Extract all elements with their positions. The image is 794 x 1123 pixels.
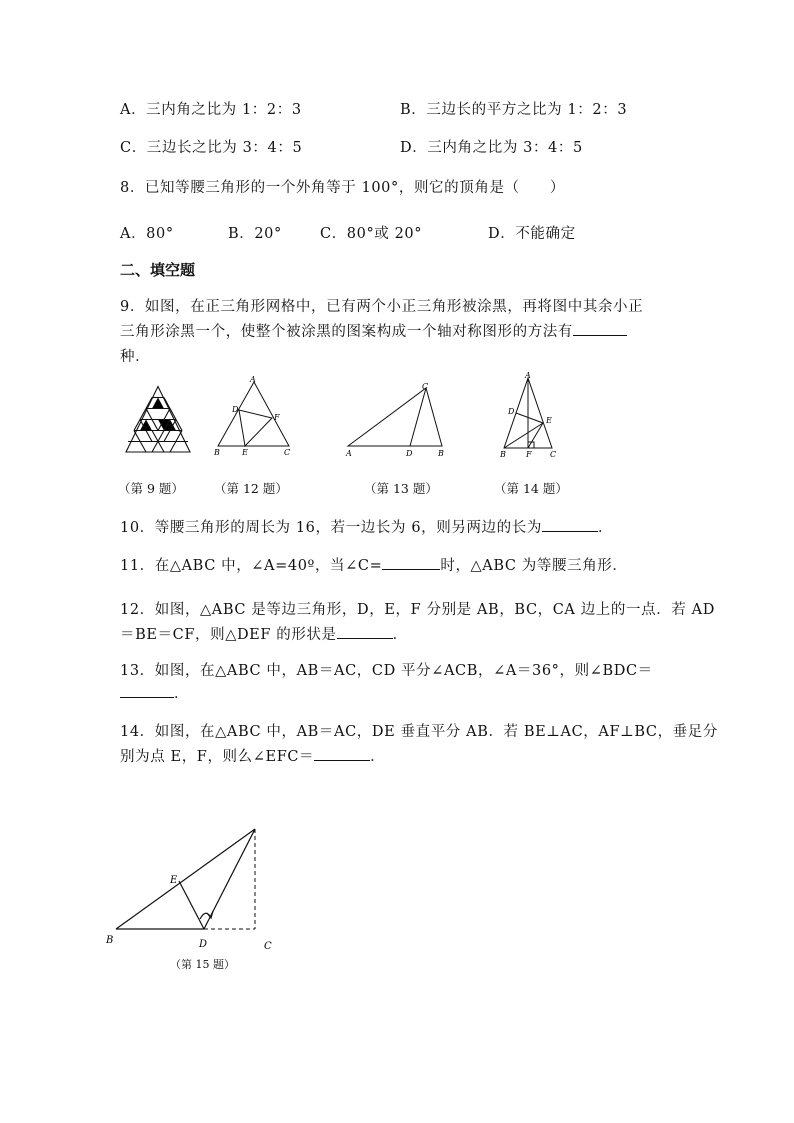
fig13-label-d: D: [406, 449, 413, 458]
section-title-fill-in: 二、填空题: [120, 261, 196, 279]
q12-line2-text: ＝BE＝CF，则△DEF 的形状是: [120, 627, 337, 643]
q10: [120, 516, 613, 537]
q8-option-d: D．不能确定: [488, 226, 576, 242]
q7-option-a: A．三内角之比为 1：2：3: [120, 102, 302, 118]
caption-fig12: （第 12 题）: [214, 481, 288, 496]
fig12-label-b: B: [214, 448, 220, 457]
caption-fig13: （第 13 题）: [364, 481, 438, 496]
q14-answer-blank[interactable]: [314, 745, 370, 761]
q11: [120, 554, 628, 575]
q14-end: ．: [370, 749, 386, 765]
q9-line2: [120, 320, 627, 341]
caption-fig9: （第 9 题）: [118, 481, 184, 496]
fig14-label-e: E: [546, 416, 552, 425]
q9-answer-blank[interactable]: [573, 320, 627, 336]
caption-fig14: （第 14 题）: [494, 481, 568, 496]
fig12-label-a: A: [250, 375, 256, 384]
q7-option-c: C．三边长之比为 3：4：5: [120, 140, 303, 156]
fig14-label-a: A: [525, 371, 531, 380]
fig9-shaded-triangle-left: [140, 420, 152, 431]
q10-text: 10．等腰三角形的周长为 16，若一边长为 6，则另两边的长为: [120, 520, 542, 536]
q7-option-d: D．三内角之比为 3：4：5: [400, 140, 583, 156]
q14-line2-text: 别为点 E，F，则么∠EFC＝: [120, 749, 315, 765]
figure-13-isosceles-triangle: [344, 380, 450, 458]
q13-line1: 13．如图，在△ABC 中，AB＝AC，CD 平分∠ACB，∠A＝36°，则∠BDC＝: [120, 663, 653, 679]
q9-line1: 9．如图，在正三角形网格中，已有两个小正三角形被涂黑，再将图中其余小正: [120, 299, 644, 315]
fig12-label-e: E: [242, 448, 248, 457]
q8-stem: 8．已知等腰三角形的一个外角等于 100°，则它的顶角是（ ）: [120, 180, 565, 196]
fig13-label-a: A: [346, 449, 352, 458]
fig14-label-b: B: [500, 450, 506, 459]
fig15-label-c: C: [264, 941, 272, 952]
q12-line2: [120, 623, 408, 644]
figure-14-triangle-altitudes: [494, 372, 562, 458]
fig9-shaded-triangle-top: [152, 398, 164, 409]
fig12-label-f: F: [274, 413, 280, 422]
q7-option-b: B．三边长的平方之比为 1：2：3: [400, 102, 628, 118]
q10-end: ．: [597, 520, 614, 536]
fig13-label-b: B: [438, 449, 444, 458]
q11-pre: 11．在△ABC 中，∠A=40º，当∠C=: [120, 558, 383, 574]
q13-end: ．: [174, 686, 190, 702]
q10-answer-blank[interactable]: [542, 516, 598, 532]
fig14-label-d: D: [508, 407, 515, 416]
q14-line1: 14．如图，在△ABC 中，AB＝AC，DE 垂直平分 AB．若 BE⊥AC，AF⊥BC，垂足分: [120, 724, 718, 740]
q8-option-a: A．80°: [120, 226, 174, 242]
q12-line1: 12．如图，△ABC 是等边三角形，D，E，F 分别是 AB，BC，CA 边上的一点．若 AD: [120, 602, 715, 618]
caption-fig15: （第 15 题）: [170, 958, 235, 971]
q12-answer-blank[interactable]: [337, 623, 393, 639]
figure-12-equilateral-triangle: [212, 376, 294, 456]
q13-line2: [120, 682, 189, 703]
figure-9-triangle-grid: [124, 386, 204, 454]
fig12-label-d: D: [232, 405, 239, 414]
q8-option-b: B．20°: [228, 226, 282, 242]
q9-line3: 种．: [120, 349, 151, 365]
q11-answer-blank[interactable]: [382, 554, 440, 570]
fig13-label-c: C: [422, 382, 429, 391]
q12-end: ．: [392, 627, 408, 643]
q9-line2-text: 三角形涂黑一个，使整个被涂黑的图案构成一个轴对称图形的方法有: [120, 324, 573, 340]
fig15-label-d: D: [199, 939, 208, 950]
fig15-label-b: B: [106, 935, 114, 946]
fig15-label-e: E: [170, 875, 178, 886]
q14-line2: [120, 745, 385, 766]
q8-option-c: C．80°或 20°: [320, 226, 423, 242]
fig14-label-f: F: [526, 450, 532, 459]
fig14-label-c: C: [550, 450, 557, 459]
figure-15-right-triangle-fold: [100, 822, 280, 954]
fig12-label-c: C: [284, 448, 291, 457]
q11-post: 时，△ABC 为等腰三角形．: [440, 558, 628, 574]
q13-answer-blank[interactable]: [120, 682, 174, 698]
